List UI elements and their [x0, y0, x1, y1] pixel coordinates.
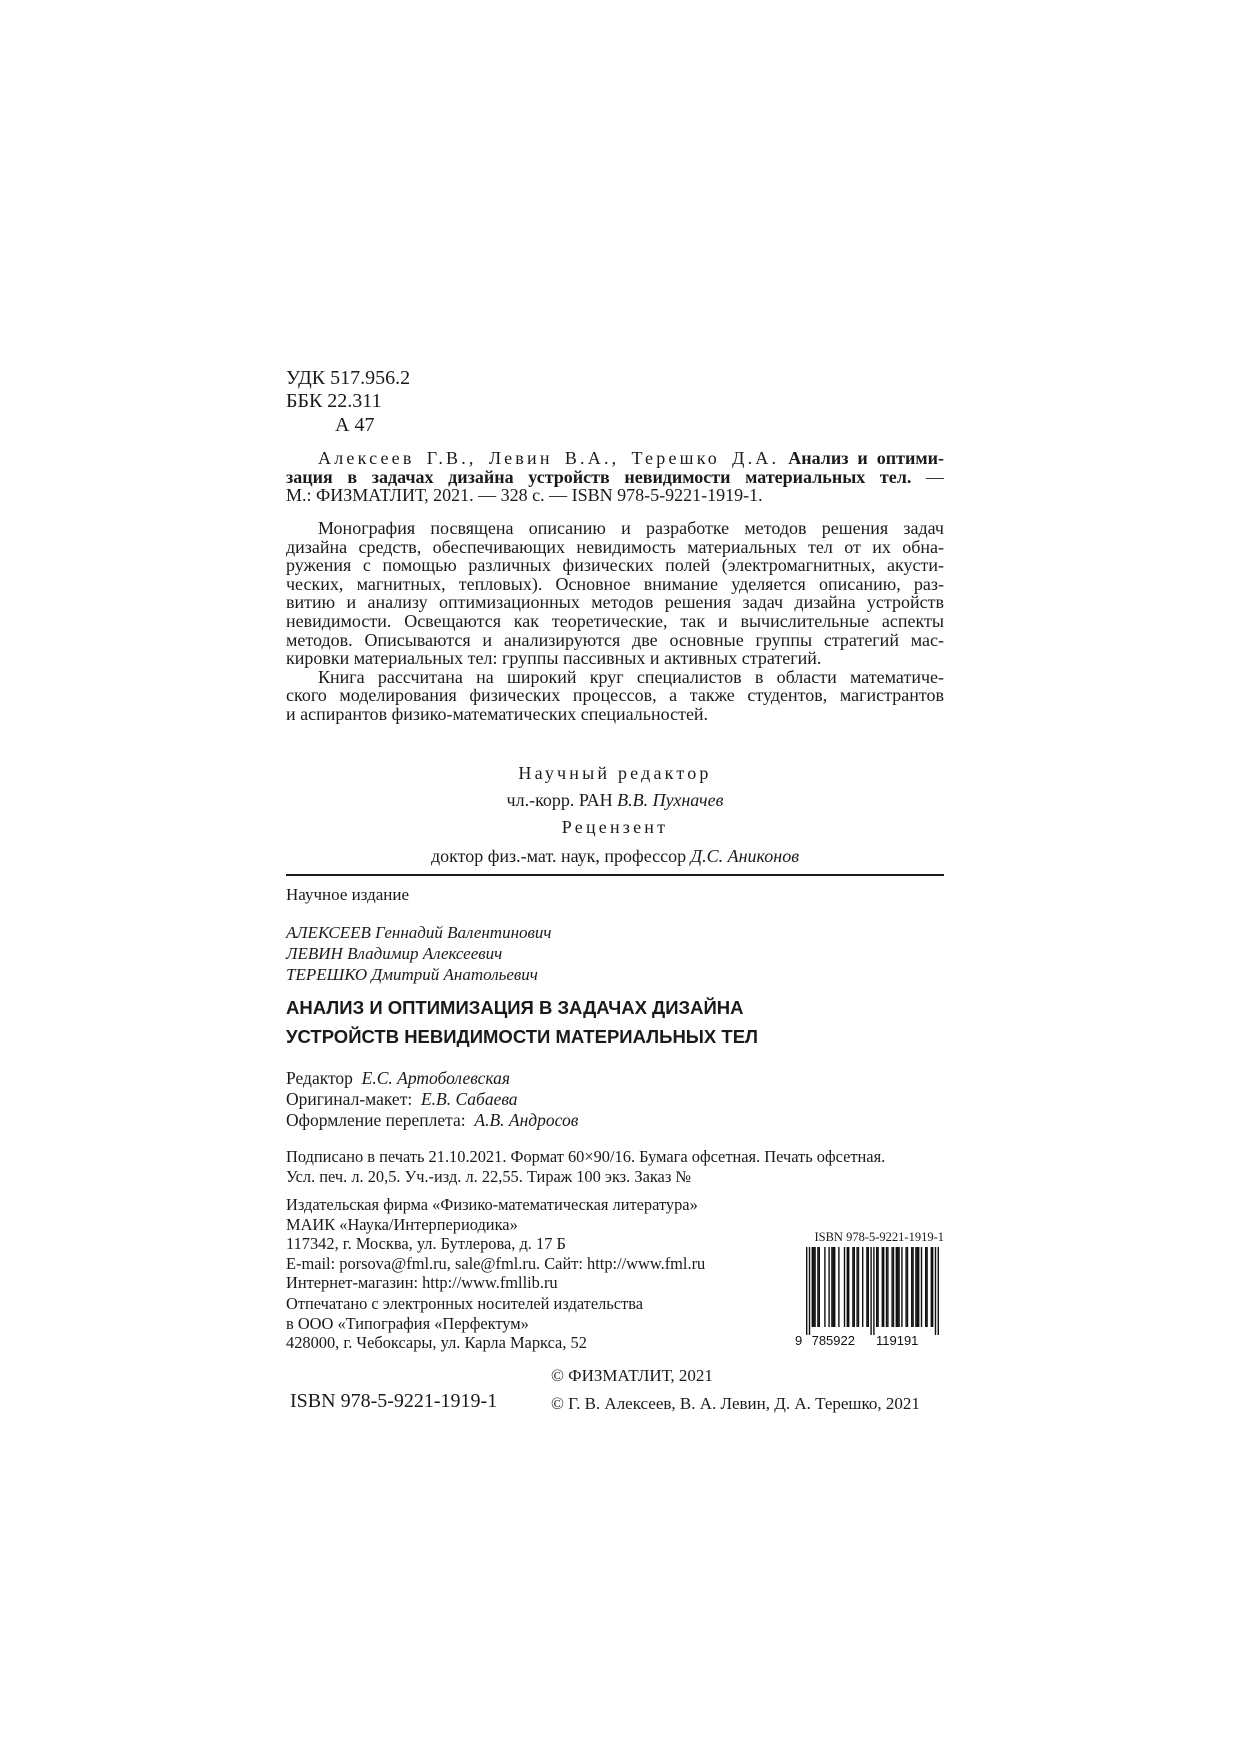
barcode-digits: 785922: [811, 1333, 855, 1348]
barcode-bar: [858, 1247, 859, 1327]
barcode-bar: [938, 1247, 939, 1335]
barcode-bar: [866, 1247, 867, 1327]
barcode-bar: [886, 1247, 887, 1327]
credit-role: Редактор: [286, 1068, 353, 1088]
barcode-bar: [844, 1247, 845, 1327]
copyright-publisher: © ФИЗМАТЛИТ, 2021: [551, 1366, 713, 1385]
barcode-bar: [935, 1247, 936, 1335]
credit-name: А.В. Андросов: [474, 1110, 579, 1130]
citation-authors: Алексеев Г.В., Левин В.А., Терешко Д.А.: [318, 448, 780, 468]
barcode-bar: [831, 1247, 832, 1327]
barcode-bar: [870, 1247, 871, 1335]
colophon-title-line-2: УСТРОЙСТВ НЕВИДИМОСТИ МАТЕРИАЛЬНЫХ ТЕЛ: [286, 1026, 759, 1047]
barcode-bar: [887, 1247, 888, 1327]
abstract-line: и аспирантов физико-математических специальностей.: [286, 703, 709, 724]
scientific-editor-heading: [286, 763, 944, 784]
publisher-line-4: E-mail: porsova@fml.ru, sale@fml.ru. Сайт: http://www.fml.ru: [286, 1253, 706, 1273]
credit-role: Оформление переплета:: [286, 1110, 466, 1130]
print-info-line-2: Усл. печ. л. 20,5. Уч.-изд. л. 22,55. Тираж 100 экз. Заказ №: [286, 1166, 692, 1186]
print-info-line-1: Подписано в печать 21.10.2021. Формат 60×90/16. Бумага офсетная. Печать офсетная.: [286, 1147, 886, 1166]
barcode-bar: [911, 1247, 912, 1327]
abstract-line: невидимости. Освещаются как теоретические, так и вычислительные аспекты: [286, 610, 944, 631]
barcode-bar: [893, 1247, 894, 1327]
publisher-line-1: Издательская фирма «Физико-математическая литература»: [286, 1195, 698, 1214]
barcode-bar: [915, 1247, 916, 1327]
citation-line-1: [286, 449, 944, 468]
citation-title-end: зация в задачах дизайна устройств невидимости материальных тел.: [286, 466, 912, 487]
abstract-line: ружения с помощью различных физических полей (электромагнитных, акусти-: [286, 555, 944, 576]
barcode-bar: [847, 1247, 848, 1327]
author-full-1: АЛЕКСЕЕВ Геннадий Валентинович: [286, 923, 552, 942]
barcode-bar: [897, 1247, 898, 1327]
colophon-title: [286, 993, 758, 1051]
publisher-info: [286, 1195, 705, 1293]
publisher-line-2: МАИК «Наука/Интерпериодика»: [286, 1214, 518, 1234]
barcode-digits: 119191: [876, 1333, 919, 1348]
credit-role: Оригинал-макет:: [286, 1089, 413, 1109]
barcode-bar: [809, 1247, 810, 1335]
barcode-bar: [926, 1247, 927, 1327]
credit-layout: [286, 1089, 578, 1110]
abstract-line: ческих, магнитных, тепловых). Основное внимание уделяется описанию, раз-: [286, 573, 944, 594]
abstract: [286, 519, 944, 724]
barcode-bar: [905, 1247, 906, 1327]
barcode-bar: [921, 1247, 922, 1327]
barcode-bar: [873, 1247, 874, 1335]
printer-line-1: Отпечатано с электронных носителей издательства: [286, 1294, 643, 1313]
barcode-bar: [814, 1247, 815, 1327]
barcode-bar: [824, 1247, 825, 1327]
credit-editor: [286, 1068, 578, 1089]
barcode-bar: [925, 1247, 926, 1327]
barcode-bar: [912, 1247, 913, 1327]
credits: [286, 1068, 578, 1131]
citation-line-2: [286, 468, 944, 487]
barcode-bar: [882, 1247, 883, 1327]
barcode-bar: [907, 1247, 908, 1327]
abstract-line: дизайна средств, обеспечивающих невидимость материальных тел от их обна-: [286, 536, 944, 557]
barcode-bar: [931, 1247, 932, 1327]
colophon-title-line-1: АНАЛИЗ И ОПТИМИЗАЦИЯ В ЗАДАЧАХ ДИЗАЙНА: [286, 997, 744, 1018]
printer-line-3: 428000, г. Чебоксары, ул. Карла Маркса, 52: [286, 1333, 587, 1353]
citation-line-3: М.: ФИЗМАТЛИТ, 2021. — 328 с. — ISBN 978-5-9221-1919-1.: [286, 485, 763, 506]
scientific-editor-prefix: чл.-корр. РАН: [506, 790, 613, 810]
reviewer-prefix: доктор физ.-мат. наук, профессор: [430, 846, 687, 866]
barcode-bar: [838, 1247, 839, 1327]
udk-code: УДК 517.956.2: [286, 367, 411, 389]
barcode-digits: 9: [795, 1333, 803, 1348]
abstract-line: Монография посвящена описанию и разработке методов решения задач: [318, 518, 944, 538]
credit-name: Е.С. Артоболевская: [361, 1068, 510, 1088]
bibliographic-citation: [286, 449, 944, 505]
reviewer-heading-text: Рецензент: [561, 817, 669, 837]
abstract-line: кировки материальных тел: группы пассивных и активных стратегий.: [286, 648, 822, 669]
barcode-bar: [896, 1247, 897, 1327]
barcode-bar: [833, 1247, 834, 1327]
barcode-bar: [876, 1247, 877, 1327]
credit-cover: [286, 1110, 578, 1131]
abstract-line: витию и анализу оптимизационных методов решения задач дизайна устройств: [286, 592, 944, 613]
credit-name: Е.В. Сабаева: [420, 1089, 518, 1109]
scientific-editor: [286, 790, 944, 811]
barcode-bar: [918, 1247, 919, 1327]
barcode-bar: [813, 1247, 814, 1327]
authors-full-list: [286, 922, 552, 985]
edition-type: Научное издание: [286, 885, 410, 904]
barcode-bar: [862, 1247, 863, 1327]
abstract-line: методов. Описываются и анализируются две основные группы стратегий мас-: [286, 629, 944, 650]
barcode-bar: [852, 1247, 853, 1327]
reviewer-heading: [286, 817, 944, 838]
barcode-bar: [819, 1247, 820, 1327]
barcode-bar: [868, 1247, 869, 1327]
citation-dash: —: [926, 466, 944, 487]
abstract-line: ского моделирования физических процессов, а также студентов, магистрантов: [286, 685, 944, 706]
copyright-authors: © Г. В. Алексеев, В. А. Левин, Д. А. Терешко, 2021: [551, 1394, 920, 1413]
footer-isbn: ISBN 978-5-9221-1919-1: [290, 1390, 498, 1412]
reviewer: [286, 846, 944, 867]
citation-title-start: Анализ и оптими-: [788, 448, 944, 468]
reviewer-name: Д.С. Аниконов: [690, 846, 800, 866]
divider-rule: [286, 874, 944, 876]
barcode-bar: [817, 1247, 818, 1327]
barcode-bar: [812, 1247, 813, 1327]
barcode-bar: [834, 1247, 835, 1327]
barcode-bar: [932, 1247, 933, 1327]
printer-info: [286, 1294, 643, 1353]
publisher-line-5: Интернет-магазин: http://www.fmllib.ru: [286, 1273, 558, 1293]
author-mark: А 47: [335, 414, 375, 436]
bbk-code: ББК 22.311: [286, 390, 382, 412]
barcode-bar: [806, 1247, 807, 1335]
barcode-bar: [854, 1247, 855, 1327]
print-info: [286, 1147, 885, 1186]
printer-line-2: в ООО «Типография «Перфектум»: [286, 1313, 529, 1333]
barcode-bar: [848, 1247, 849, 1327]
barcode-icon: [794, 1247, 944, 1349]
scientific-editor-heading-text: Научный редактор: [518, 763, 712, 783]
barcode-isbn-label: ISBN 978-5-9221-1919-1: [814, 1230, 944, 1244]
barcode-bar: [856, 1247, 857, 1327]
abstract-line: Книга рассчитана на широкий круг специалистов в области математиче-: [318, 666, 944, 687]
author-full-3: ТЕРЕШКО Дмитрий Анатольевич: [286, 965, 538, 984]
scientific-editor-name: В.В. Пухначев: [617, 790, 724, 810]
barcode-bar: [828, 1247, 829, 1327]
barcode-bar: [901, 1247, 902, 1327]
publisher-line-3: 117342, г. Москва, ул. Бутлерова, д. 17 Б: [286, 1234, 566, 1254]
barcode-bar: [898, 1247, 899, 1327]
barcode-bar: [917, 1247, 918, 1327]
barcode-bar: [891, 1247, 892, 1327]
barcode-bar: [883, 1247, 884, 1327]
isbn-barcode: [794, 1229, 944, 1349]
author-full-2: ЛЕВИН Владимир Алексеевич: [286, 944, 503, 963]
barcode-bar: [877, 1247, 878, 1327]
